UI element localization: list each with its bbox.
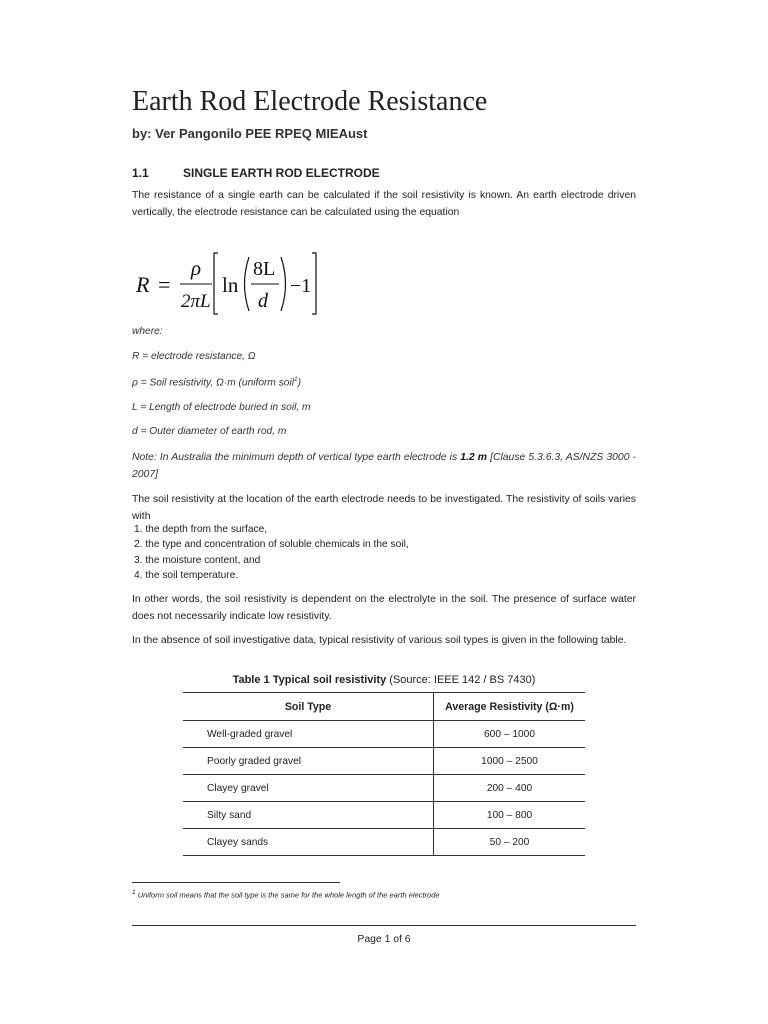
resistivity-factors-list bbox=[134, 522, 409, 584]
intro-paragraph: The resistance of a single earth can be calculated if the soil resistivity is known. An earth electrode driven vertically, the electrode resistance can be calculated using the equation bbox=[132, 190, 636, 218]
section-title: SINGLE EARTH ROD ELECTRODE bbox=[183, 166, 380, 180]
where-label: where: bbox=[132, 326, 163, 337]
footnote-reference: 1 bbox=[294, 376, 298, 383]
soil-type-cell: Clayey gravel bbox=[183, 775, 434, 802]
equation-minus-one: −1 bbox=[290, 275, 312, 297]
column-header-resistivity: Average Resistivity (Ω·m) bbox=[434, 693, 586, 721]
equation-numerator: ρ bbox=[191, 256, 202, 280]
list-item: 3. the moisture content, and bbox=[134, 554, 261, 566]
page-footer-divider bbox=[132, 925, 636, 926]
list-item: 1. the depth from the surface, bbox=[134, 524, 268, 535]
page-number: Page 1 of 6 bbox=[357, 934, 411, 945]
left-square-bracket bbox=[214, 253, 218, 314]
resistivity-cell: 100 – 800 bbox=[434, 802, 586, 829]
resistivity-cell: 1000 – 2500 bbox=[434, 748, 586, 775]
right-paren bbox=[281, 257, 286, 311]
soil-resistivity-table bbox=[183, 692, 585, 856]
list-item: 4. the soil temperature. bbox=[134, 570, 239, 582]
resistance-equation bbox=[132, 248, 372, 318]
table-header-row bbox=[183, 693, 585, 721]
equation-equals: = bbox=[158, 272, 171, 297]
soil-type-cell: Silty sand bbox=[183, 802, 434, 829]
equation-inner-numerator: 8L bbox=[253, 258, 276, 280]
resistivity-cell: 200 – 400 bbox=[434, 775, 586, 802]
equation-lhs: R bbox=[136, 272, 150, 297]
column-header-soil-type: Soil Type bbox=[183, 693, 434, 721]
resistivity-cell: 600 – 1000 bbox=[434, 721, 586, 748]
table-row bbox=[183, 802, 585, 829]
footnote: $^1$ Uniform soil means that the soil type is the same for the whole length of the earth electrode bbox=[132, 889, 440, 900]
document-title: Earth Rod Electrode Resistance bbox=[132, 86, 488, 117]
note-minimum-depth: 1.2 m bbox=[460, 452, 487, 463]
soil-type-cell: Poorly graded gravel bbox=[183, 748, 434, 775]
table-row bbox=[183, 721, 585, 748]
resistivity-intro: The soil resistivity at the location of the earth electrode needs to be investigated. The resistivity of soils varies with bbox=[132, 494, 636, 522]
definition-l: L = Length of electrode buried in soil, m bbox=[132, 402, 311, 413]
list-item: 2. the type and concentration of soluble chemicals in the soil, bbox=[134, 539, 409, 551]
equation-denominator: 2πL bbox=[181, 291, 211, 312]
right-square-bracket bbox=[312, 253, 316, 314]
author-byline: by: Ver Pangonilo PEE RPEQ MIEAust bbox=[132, 126, 368, 141]
equation-ln: ln bbox=[222, 273, 239, 297]
soil-type-cell: Clayey sands bbox=[183, 829, 434, 856]
definition-rho: ρ = Soil resistivity, Ω·m (uniform soil$^1$) bbox=[132, 376, 302, 389]
left-paren bbox=[245, 257, 250, 311]
definition-d: d = Outer diameter of earth rod, m bbox=[132, 426, 287, 437]
absence-paragraph: In the absence of soil investigative data, typical resistivity of various soil types is given in the following table. bbox=[132, 635, 627, 646]
section-number: 1.1 bbox=[132, 166, 149, 180]
footnote-divider bbox=[132, 882, 340, 883]
equation-inner-denominator: d bbox=[258, 290, 268, 312]
resistivity-cell: 50 – 200 bbox=[434, 829, 586, 856]
electrolyte-paragraph: In other words, the soil resistivity is dependent on the electrolyte in the soil. The presence of surface water does not necessarily indicate low resistivity. bbox=[132, 594, 636, 622]
soil-type-cell: Well-graded gravel bbox=[183, 721, 434, 748]
note-paragraph: Note: In Australia the minimum depth of vertical type earth electrode is 1.2 m [Clause 5.3.6.3, AS/NZS 3000 - 2007] bbox=[132, 452, 637, 480]
table-row bbox=[183, 829, 585, 856]
definition-r: R = electrode resistance, Ω bbox=[132, 351, 256, 362]
table-row bbox=[183, 748, 585, 775]
table-row bbox=[183, 775, 585, 802]
table-caption: Table 1 Typical soil resistivity (Source: IEEE 142 / BS 7430) bbox=[232, 674, 536, 686]
